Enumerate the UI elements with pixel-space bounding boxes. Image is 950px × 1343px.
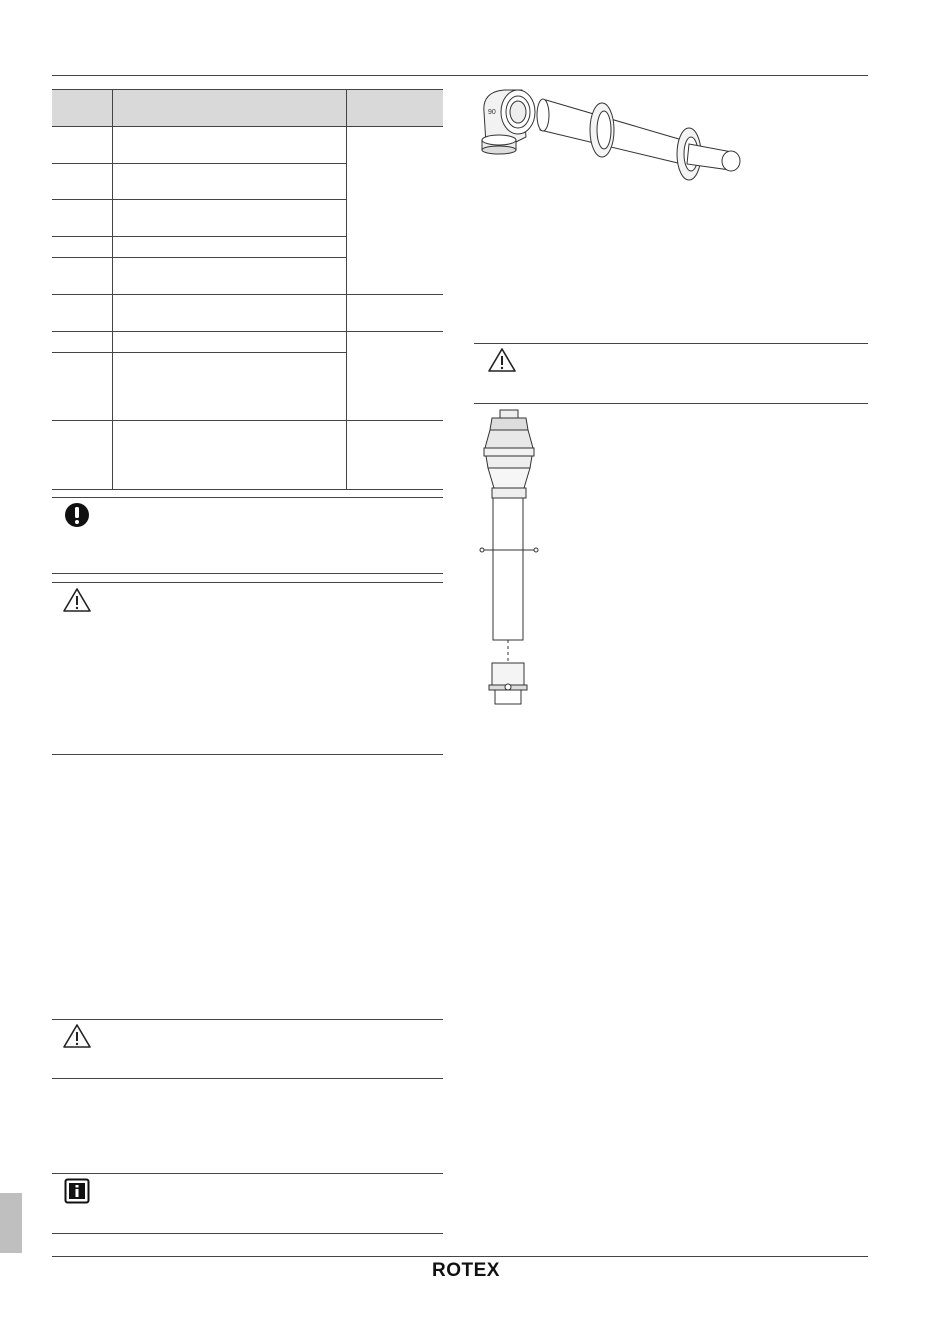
warning-triangle-icon [487, 347, 517, 373]
notice-caution-top-rule [52, 582, 443, 583]
table-row [52, 331, 443, 332]
warning-triangle-icon [62, 587, 92, 613]
table-col-divider-2 [346, 89, 347, 490]
table-row [52, 489, 443, 490]
horizontal-flue-kit-illustration [474, 82, 749, 190]
notice-caution-bottom-rule [52, 1078, 443, 1079]
table-row [52, 420, 443, 421]
notice-caution-top-rule [474, 343, 868, 344]
table-header [52, 89, 443, 127]
notice-important-top-rule [52, 497, 443, 498]
chapter-side-tab [0, 1193, 22, 1253]
table-row [52, 352, 346, 353]
parts-table [52, 89, 443, 490]
notice-info-top-rule [52, 1173, 443, 1174]
footer-rule [52, 1256, 868, 1257]
table-row [52, 163, 346, 164]
warning-triangle-icon [62, 1023, 92, 1049]
svg-text:90: 90 [488, 109, 496, 116]
table-col-divider-1 [112, 89, 113, 490]
exclamation-circle-icon [64, 501, 90, 529]
table-row [52, 236, 346, 237]
info-icon [64, 1178, 90, 1204]
table-row [52, 199, 346, 200]
vertical-flue-kit-illustration [478, 408, 540, 708]
table-row [52, 294, 443, 295]
rotex-logo: ROTEX [432, 1260, 500, 1281]
header-rule [52, 75, 868, 76]
notice-caution-bottom-rule [474, 403, 868, 404]
notice-caution-bottom-rule [52, 754, 443, 755]
notice-caution-top-rule [52, 1019, 443, 1020]
notice-important-bottom-rule [52, 573, 443, 574]
notice-info-bottom-rule [52, 1233, 443, 1234]
table-row [52, 257, 346, 258]
